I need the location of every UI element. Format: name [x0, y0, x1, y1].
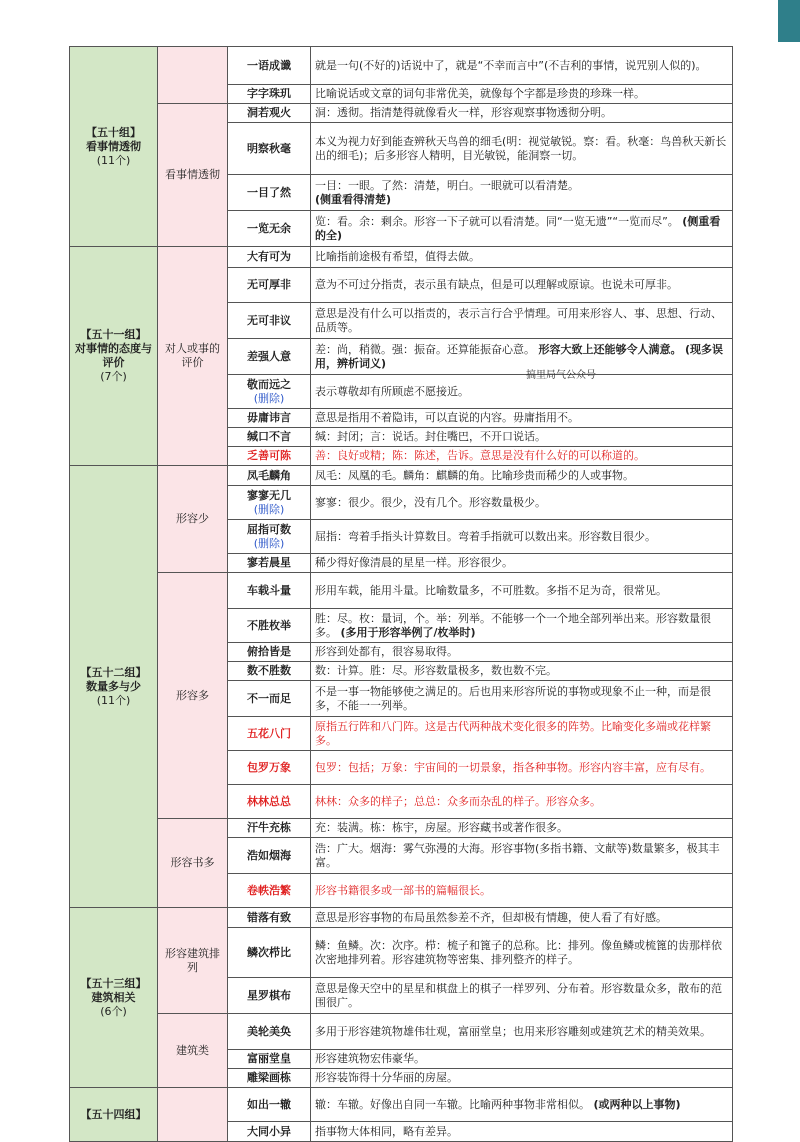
definition: 数：计算。胜：尽。形容数量极多，数也数不完。 [311, 662, 733, 681]
definition: 浩：广大。烟海：雾气弥漫的大海。形容事物(多指书籍、文献等)数量繁多，极其丰富。 [311, 838, 733, 874]
definition: 包罗：包括；万象：宇宙间的一切景象，指各种事物。形容内容丰富，应有尽有。 [311, 751, 733, 785]
corner-tab [778, 0, 800, 42]
table-row [70, 908, 733, 928]
table-row [70, 104, 733, 123]
definition: 形容书籍很多或一部书的篇幅很长。 [311, 874, 733, 908]
subgroup-blank [158, 47, 228, 104]
subgroup-label: 对人或事的评价 [158, 247, 228, 466]
definition: 指事物大体相同，略有差异。 [311, 1122, 733, 1142]
table-row [70, 47, 733, 85]
delete-mark: (删除) [253, 502, 285, 516]
term: 大同小异 [228, 1122, 311, 1142]
term: 包罗万象 [228, 751, 311, 785]
definition: 本义为视力好到能查辨秋天鸟兽的细毛(明：视觉敏锐。察：看。秋毫：鸟兽秋天新长出的细毛)；后多形容人精明，目光敏锐，能洞察一切。 [311, 123, 733, 175]
table-row [70, 573, 733, 609]
definition: 意思是像天空中的星星和棋盘上的棋子一样罗列、分布着。形容数量众多，散布的范围很广。 [311, 978, 733, 1014]
term: 俯拾皆是 [228, 643, 311, 662]
definition: 比喻指前途极有希望，值得去做。 [311, 247, 733, 268]
definition: 辙：车辙。好像出自同一车辙。比喻两种事物非常相似。 (或两种以上事物) [311, 1088, 733, 1122]
definition: 屈指：弯着手指头计算数目。弯着手指就可以数出来。形容数目很少。 [311, 520, 733, 554]
term: 不一而足 [228, 681, 311, 717]
definition: 不是一事一物能够使之满足的。后也用来形容所说的事物或现象不止一种，而是很多，不能一一列举。 [311, 681, 733, 717]
term: 字字珠玑 [228, 85, 311, 104]
definition: 原指五行阵和八门阵。这是古代两种战术变化很多的阵势。比喻变化多端或花样繁多。 [311, 717, 733, 751]
term: 卷帙浩繁 [228, 874, 311, 908]
definition: 意思是指用不着隐讳，可以直说的内容。毋庸指用不。 [311, 409, 733, 428]
term: 一览无余 [228, 211, 311, 247]
idiom-table [69, 46, 733, 1142]
term: 明察秋毫 [228, 123, 311, 175]
table-row [70, 466, 733, 486]
term: 如出一辙 [228, 1088, 311, 1122]
definition: 充：装满。栋：栋宇，房屋。形容藏书或著作很多。 [311, 819, 733, 838]
group-52: 【五十二组】 数量多与少 (11个) [70, 466, 158, 908]
term: 屈指可数 (删除) [228, 520, 311, 554]
term: 乏善可陈 [228, 447, 311, 466]
definition: 就是一句(不好的)话说中了，就是“不幸而言中”(不吉利的事情，说咒别人似的)。 [311, 47, 733, 85]
term: 车载斗量 [228, 573, 311, 609]
definition: 多用于形容建筑物雄伟壮观，富丽堂皇；也用来形容雕刻或建筑艺术的精美效果。 [311, 1014, 733, 1050]
table-row [70, 1014, 733, 1050]
definition: 形容建筑物宏伟豪华。 [311, 1050, 733, 1069]
delete-mark: (删除) [253, 536, 285, 550]
term: 林林总总 [228, 785, 311, 819]
term: 五花八门 [228, 717, 311, 751]
subgroup-label: 形容少 [158, 466, 228, 573]
term: 数不胜数 [228, 662, 311, 681]
group-50: 【五十组】 看事情透彻 (11个) [70, 47, 158, 247]
term: 大有可为 [228, 247, 311, 268]
definition: 善：良好或精；陈：陈述，告诉。意思是没有什么好的可以称道的。 [311, 447, 733, 466]
definition: 览：看。余：剩余。形容一下子就可以看清楚。同“一览无遗”“一览而尽”。 (侧重看的全) [311, 211, 733, 247]
term: 雕梁画栋 [228, 1069, 311, 1088]
definition: 意为不可过分指责，表示虽有缺点，但是可以理解或原谅。也说未可厚非。 [311, 268, 733, 303]
table-row [70, 819, 733, 838]
definition: 一目：一眼。了然：清楚，明白。一眼就可以看清楚。 (侧重看得清楚) [311, 175, 733, 211]
subgroup-label: 建筑类 [158, 1014, 228, 1088]
definition: 缄：封闭；言：说话。封住嘴巴，不开口说话。 [311, 428, 733, 447]
group-54: 【五十四组】 [70, 1088, 158, 1142]
term: 富丽堂皇 [228, 1050, 311, 1069]
term: 差强人意 [228, 339, 311, 375]
term: 寥若晨星 [228, 554, 311, 573]
subgroup-blank [158, 1088, 228, 1142]
definition: 稀少得好像清晨的星星一样。形容很少。 [311, 554, 733, 573]
definition: 凤毛：凤凰的毛。麟角：麒麟的角。比喻珍贵而稀少的人或事物。 [311, 466, 733, 486]
definition: 鳞：鱼鳞。次：次序。栉：梳子和篦子的总称。比：排列。像鱼鳞或梳篦的齿那样依次密地排列着。形容建筑物等密集、排列整齐的样子。 [311, 928, 733, 978]
group-51: 【五十一组】 对事情的态度与评价 (7个) [70, 247, 158, 466]
subgroup-label: 形容多 [158, 573, 228, 819]
subgroup-label: 形容书多 [158, 819, 228, 908]
term: 毋庸讳言 [228, 409, 311, 428]
definition: 意思是形容事物的布局虽然参差不齐，但却极有情趣，使人看了有好感。 [311, 908, 733, 928]
term: 鳞次栉比 [228, 928, 311, 978]
group-53: 【五十三组】 建筑相关 (6个) [70, 908, 158, 1088]
term: 不胜枚举 [228, 609, 311, 643]
term: 无可厚非 [228, 268, 311, 303]
term: 星罗棋布 [228, 978, 311, 1014]
term: 缄口不言 [228, 428, 311, 447]
definition: 表示尊敬却有所顾虑不愿接近。 [311, 375, 733, 409]
definition: 胜：尽。枚：量词，个。举：列举。不能够一个一个地全部列举出来。形容数量很多。 (多用于形容举例了/枚举时) [311, 609, 733, 643]
term: 美轮美奂 [228, 1014, 311, 1050]
term: 错落有致 [228, 908, 311, 928]
watermark: 搞里局气公众号 [526, 370, 596, 381]
table-row [70, 247, 733, 268]
definition: 意思是没有什么可以指责的，表示言行合乎情理。可用来形容人、事、思想、行动、品质等。 [311, 303, 733, 339]
definition: 林林：众多的样子；总总：众多而杂乱的样子。形容众多。 [311, 785, 733, 819]
definition: 形容到处都有，很容易取得。 [311, 643, 733, 662]
term: 浩如烟海 [228, 838, 311, 874]
definition: 洞：透彻。指清楚得就像看火一样，形容观察事物透彻分明。 [311, 104, 733, 123]
definition: 差：尚，稍微。强：振奋。还算能振奋心意。 形容大致上还能够令人满意。 (现多误用，辨析词义) [311, 339, 733, 375]
term: 寥寥无几 (删除) [228, 486, 311, 520]
definition: 形容装饰得十分华丽的房屋。 [311, 1069, 733, 1088]
definition: 寥寥：很少。很少，没有几个。形容数量极少。 [311, 486, 733, 520]
term: 洞若观火 [228, 104, 311, 123]
term: 汗牛充栋 [228, 819, 311, 838]
term: 一目了然 [228, 175, 311, 211]
table-row [70, 1088, 733, 1122]
term: 凤毛麟角 [228, 466, 311, 486]
term: 敬而远之 (删除) [228, 375, 311, 409]
definition: 比喻说话或文章的词句非常优美，就像每个字都是珍贵的珍珠一样。 [311, 85, 733, 104]
term: 无可非议 [228, 303, 311, 339]
delete-mark: (删除) [253, 391, 285, 405]
subgroup-label: 看事情透彻 [158, 104, 228, 247]
subgroup-label: 形容建筑排列 [158, 908, 228, 1014]
term: 一语成谶 [228, 47, 311, 85]
definition: 形用车载，能用斗量。比喻数量多，不可胜数。多指不足为奇，很常见。 [311, 573, 733, 609]
